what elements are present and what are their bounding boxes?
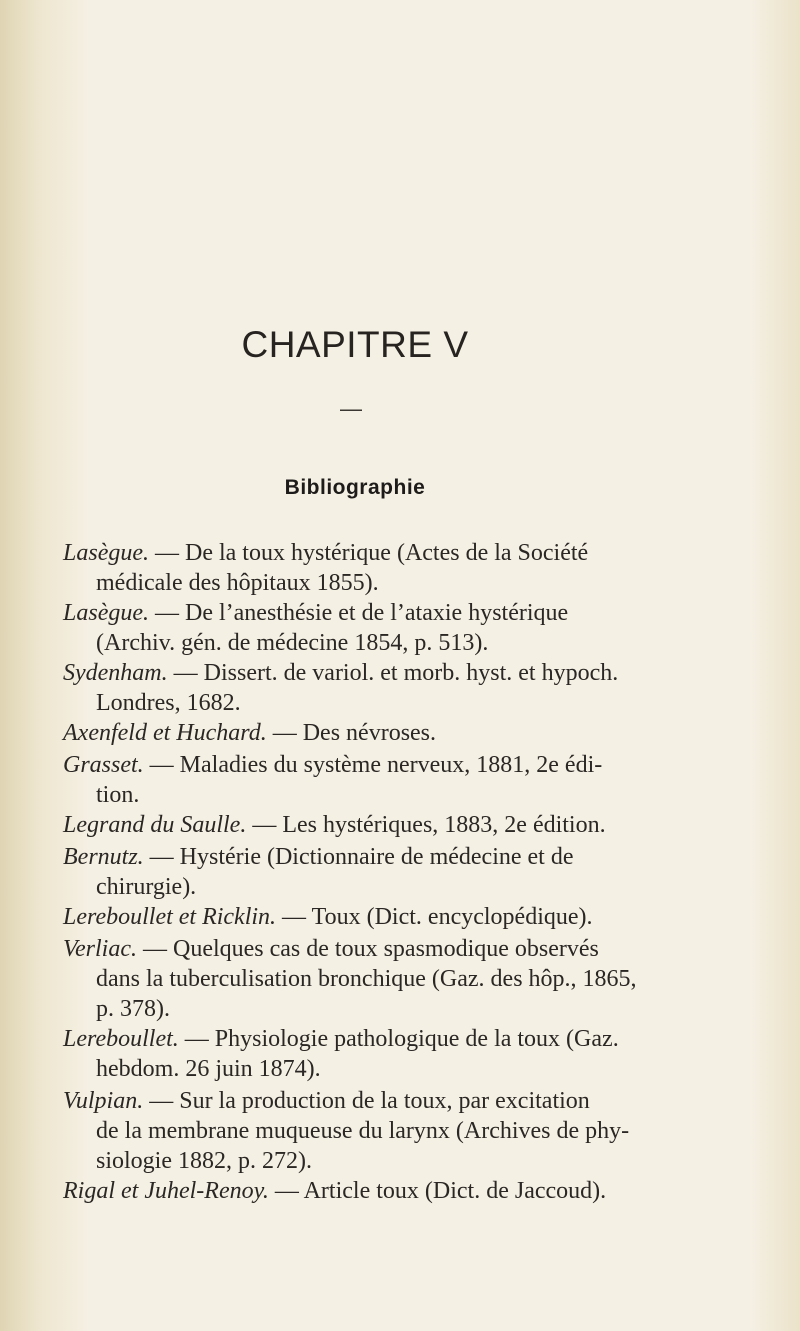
chapter-title: CHAPITRE V xyxy=(241,324,469,365)
entry-continuation: hebdom. 26 juin 1874). xyxy=(96,1056,321,1082)
title-separator: — xyxy=(340,396,362,421)
entry-first-line xyxy=(63,538,588,568)
entry-first-line xyxy=(63,718,436,748)
entry-text: — Des névroses. xyxy=(266,720,437,746)
entry-author: Lasègue. xyxy=(63,600,149,626)
entry-first-line xyxy=(63,810,606,840)
entry-author: Lereboullet et Ricklin. xyxy=(63,904,277,930)
entry-first-line xyxy=(63,902,593,932)
entry-text: — Sur la production de la toux, par excitation xyxy=(143,1088,590,1114)
entry-text: — Physiologie pathologique de la toux (Gaz. xyxy=(178,1026,619,1052)
entry-text: — Dissert. de variol. et morb. hyst. et hypoch. xyxy=(167,660,619,686)
entry-author: Rigal et Juhel-Renoy. xyxy=(63,1178,269,1204)
entry-first-line xyxy=(63,1176,606,1206)
entry-text: — De la toux hystérique (Actes de la Société xyxy=(149,540,589,566)
entry-continuation: Londres, 1682. xyxy=(96,690,241,716)
entry-text: — Quelques cas de toux spasmodique observés xyxy=(136,936,599,962)
entry-author: Lasègue. xyxy=(63,540,149,566)
entry-first-line xyxy=(63,598,568,628)
entry-continuation: tion. xyxy=(96,782,140,808)
entry-author: Axenfeld et Huchard. xyxy=(63,720,267,746)
entry-continuation: (Archiv. gén. de médecine 1854, p. 513). xyxy=(96,630,489,656)
entry-continuation: dans la tuberculisation bronchique (Gaz. des hôp., 1865, xyxy=(96,966,637,992)
entry-continuation: p. 378). xyxy=(96,996,170,1022)
entry-text: — Les hystériques, 1883, 2e édition. xyxy=(246,812,606,838)
entry-continuation: de la membrane muqueuse du larynx (Archives de phy- xyxy=(96,1118,630,1144)
entry-first-line xyxy=(63,658,618,688)
entry-author: Verliac. xyxy=(63,936,137,962)
entry-author: Vulpian. xyxy=(63,1088,144,1114)
entry-text: — De l’anesthésie et de l’ataxie hystérique xyxy=(149,600,569,626)
entry-continuation: chirurgie). xyxy=(96,874,197,900)
entry-text: — Toux (Dict. encyclopédique). xyxy=(276,904,593,930)
entry-text: — Article toux (Dict. de Jaccoud). xyxy=(268,1178,607,1204)
entry-first-line xyxy=(63,1086,590,1116)
entry-author: Lereboullet. xyxy=(63,1026,179,1052)
entry-text: — Hystérie (Dictionnaire de médecine et de xyxy=(143,844,574,870)
entry-first-line xyxy=(63,934,599,964)
entry-first-line xyxy=(63,842,574,872)
entry-continuation: siologie 1882, p. 272). xyxy=(96,1148,312,1174)
entry-first-line xyxy=(63,750,602,780)
entry-text: — Maladies du système nerveux, 1881, 2e édi- xyxy=(143,752,603,778)
entry-author: Sydenham. xyxy=(63,660,168,686)
entry-author: Grasset. xyxy=(63,752,144,778)
entry-author: Legrand du Saulle. xyxy=(63,812,247,838)
section-title: Bibliographie xyxy=(284,476,426,499)
entry-first-line xyxy=(63,1024,619,1054)
entry-author: Bernutz. xyxy=(63,844,144,870)
entry-continuation: médicale des hôpitaux 1855). xyxy=(96,570,379,596)
